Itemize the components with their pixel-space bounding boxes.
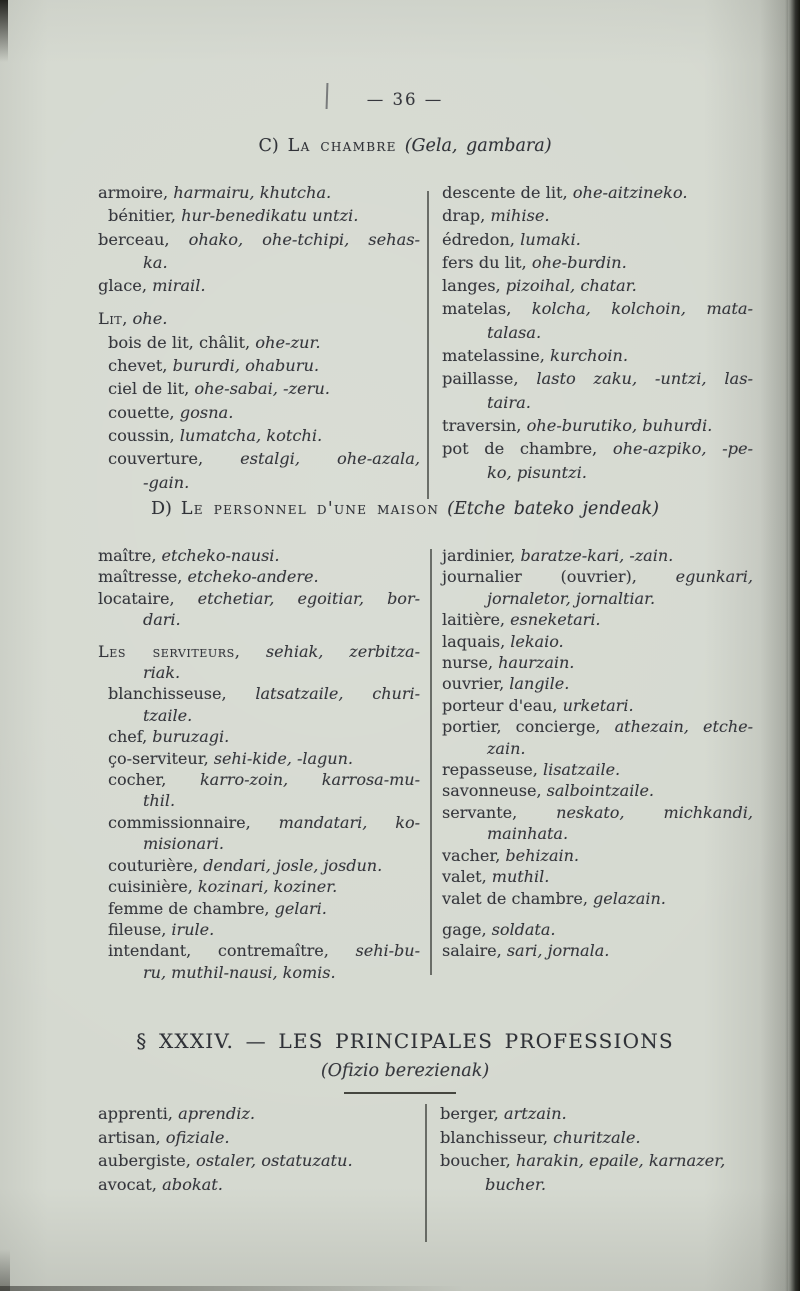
- section-d-basque-title: (Etche bateko jendeak): [447, 499, 659, 519]
- french-term: valet,: [442, 867, 492, 887]
- french-term: journalier (ouvrier),: [442, 567, 676, 587]
- entry-line: [440, 1149, 775, 1173]
- basque-term: neskato, michkandi,: [556, 802, 753, 822]
- basque-term: kolcha, kolchoin, mata-: [531, 299, 754, 319]
- entry-line: [442, 609, 753, 630]
- section-xxxiv-heading: § XXXIV. — LES PRINCIPALES PROFESSIONS: [136, 1029, 674, 1053]
- column-divider-d: [430, 549, 432, 975]
- french-term: ,: [122, 309, 133, 329]
- basque-term: karro-zoin, karrosa-mu-: [199, 770, 420, 790]
- entry-line: [98, 401, 420, 424]
- french-term: laitière,: [442, 610, 511, 630]
- section-d-heading: [85, 499, 725, 519]
- basque-term: etcheko-andere.: [187, 567, 319, 587]
- scan-shadow-right: [760, 0, 788, 1291]
- entry-line: [442, 344, 753, 367]
- basque-term: dari.: [143, 610, 181, 630]
- basque-term: churitzale.: [553, 1127, 641, 1147]
- entry-line: [442, 181, 753, 204]
- professions-left-column: [98, 1102, 418, 1196]
- basque-term: bururdi, ohaburu.: [172, 356, 320, 376]
- entry-line: [98, 898, 420, 919]
- basque-term: lekaio.: [510, 631, 564, 651]
- entry-line: [98, 545, 420, 566]
- section-c-title: La chambre: [287, 136, 397, 156]
- basque-term: baratze-kari, -zain.: [520, 546, 674, 565]
- entry-line: [442, 414, 753, 437]
- entry-line: [442, 888, 753, 909]
- entry-line: [98, 962, 420, 983]
- french-term: édredon,: [442, 229, 521, 249]
- french-term: portier, concierge,: [442, 717, 615, 737]
- basque-term: ostaler, ostatuzatu.: [195, 1151, 353, 1170]
- entry-line: [98, 662, 420, 683]
- french-term: laquais,: [442, 631, 511, 651]
- basque-term: dendari, josle, josdun.: [203, 855, 383, 875]
- french-term: apprenti,: [98, 1104, 179, 1123]
- entry-line: [442, 695, 753, 716]
- section-c-heading: [85, 136, 725, 156]
- entry-line: [98, 919, 420, 940]
- entry-line: [442, 866, 753, 887]
- entry-line: [442, 461, 753, 484]
- entry-line: [98, 181, 420, 204]
- basque-term: ohe-zur.: [255, 332, 321, 352]
- section-c-letter: C): [258, 136, 279, 156]
- entry-line: [442, 802, 753, 823]
- french-term: cocher,: [108, 770, 200, 790]
- entry-line: [98, 424, 420, 447]
- french-term: commissionnaire,: [108, 812, 279, 832]
- basque-term: haurzain.: [498, 653, 575, 673]
- french-term: ço-serviteur,: [108, 748, 214, 768]
- basque-term: taira.: [487, 392, 531, 412]
- entry-line: [98, 1173, 418, 1197]
- basque-term: sari, jornala.: [506, 941, 610, 961]
- basque-term: lasto zaku, -untzi, las-: [536, 369, 753, 389]
- french-term: Les serviteurs: [98, 641, 235, 661]
- entry-line: [440, 1102, 775, 1126]
- basque-term: estalgi, ohe-azala,: [240, 449, 420, 469]
- french-term: aubergiste,: [98, 1151, 196, 1170]
- french-term: intendant, contremaître,: [108, 941, 356, 961]
- basque-term: esneketari.: [510, 610, 601, 630]
- basque-term: aprendiz.: [178, 1104, 256, 1123]
- basque-term: soldata.: [491, 919, 556, 939]
- basque-term: langile.: [509, 674, 570, 694]
- entry-line: [440, 1126, 775, 1150]
- entry-line: [98, 769, 420, 790]
- french-term: jardinier,: [442, 546, 521, 565]
- basque-term: ohe-azpiko, -pe-: [612, 439, 753, 459]
- french-term: repasseuse,: [442, 760, 543, 780]
- french-term: paillasse,: [442, 369, 537, 389]
- basque-term: pizoihal, chatar.: [505, 276, 637, 296]
- entry-line: [98, 940, 420, 961]
- french-term: pot de chambre,: [442, 439, 613, 459]
- french-term: couette,: [108, 402, 180, 422]
- entry-line: [98, 641, 420, 662]
- basque-term: -gain.: [143, 472, 190, 492]
- entry-line: [98, 354, 420, 377]
- entry-line: [440, 1173, 775, 1197]
- section-d-right-column: [442, 545, 753, 962]
- french-term: boucher,: [440, 1151, 516, 1170]
- french-term: ,: [234, 641, 266, 661]
- entry-line: [98, 447, 420, 470]
- entry-line: [442, 759, 753, 780]
- entry-line: [98, 274, 420, 297]
- entry-line: [442, 738, 753, 759]
- section-c-right-column: [442, 181, 753, 484]
- entry-line: [98, 307, 420, 330]
- column-divider-c: [427, 191, 429, 499]
- entry-line: [98, 726, 420, 747]
- basque-term: muthil.: [491, 867, 550, 887]
- basque-term: etcheko-nausi.: [161, 546, 280, 565]
- french-term: femme de chambre,: [108, 898, 275, 918]
- basque-term: harmairu, khutcha.: [173, 183, 332, 202]
- entry-line: [442, 274, 753, 297]
- basque-term: mihise.: [490, 206, 550, 226]
- basque-term: talasa.: [487, 322, 542, 342]
- basque-term: irule.: [171, 919, 215, 939]
- basque-term: behizain.: [505, 845, 579, 865]
- basque-term: mirail.: [152, 276, 206, 296]
- basque-term: ru, muthil-nausi, komis.: [143, 962, 336, 982]
- basque-term: riak.: [143, 663, 181, 683]
- entry-line: [442, 940, 753, 961]
- french-term: traversin,: [442, 415, 527, 435]
- entry-line: [442, 780, 753, 801]
- french-term: Lit: [98, 309, 123, 329]
- french-term: ciel de lit,: [108, 379, 195, 399]
- entry-line: [442, 545, 753, 566]
- basque-term: urketari.: [562, 695, 634, 715]
- french-term: matelas,: [442, 299, 532, 319]
- basque-term: ofiziale.: [165, 1127, 230, 1147]
- entry-line: [98, 331, 420, 354]
- entry-line: [98, 790, 420, 811]
- basque-term: zain.: [487, 738, 526, 758]
- section-c-left-column: [98, 181, 420, 494]
- section-d-letter: D): [151, 499, 172, 519]
- entry-line: [98, 812, 420, 833]
- section-d-left-column: [98, 545, 420, 983]
- basque-term: ohako, ohe-tchipi, sehas-: [188, 229, 420, 249]
- french-term: artisan,: [98, 1127, 166, 1147]
- french-term: couturière,: [108, 855, 204, 875]
- basque-term: mainhata.: [487, 824, 569, 844]
- entry-line: [98, 833, 420, 854]
- scan-edge-bottom: [0, 1286, 464, 1291]
- entry-line: [442, 297, 753, 320]
- french-term: nurse,: [442, 653, 499, 673]
- entry-line: [98, 1126, 418, 1150]
- entry-line: [442, 919, 753, 940]
- basque-term: ohe-burdin.: [531, 252, 627, 272]
- french-term: maître,: [98, 546, 162, 565]
- french-term: descente de lit,: [442, 183, 573, 202]
- french-term: matelassine,: [442, 346, 551, 366]
- basque-term: sehiak, zerbitza-: [265, 641, 420, 661]
- entry-line: [98, 204, 420, 227]
- french-term: vacher,: [442, 845, 506, 865]
- basque-term: gosna.: [179, 402, 234, 422]
- professions-right-column: [440, 1102, 775, 1196]
- basque-term: ohe-burutiko, buhurdi.: [526, 415, 713, 435]
- basque-term: jornaletor, jornaltiar.: [487, 588, 656, 608]
- french-term: savonneuse,: [442, 781, 547, 801]
- basque-term: latsatzaile, churi-: [255, 684, 420, 704]
- section-rule: [344, 1092, 456, 1094]
- basque-term: sehi-kide, -lagun.: [213, 748, 353, 768]
- french-term: chef,: [108, 727, 153, 747]
- entry-line: [442, 251, 753, 274]
- section-d-title: Le personnel d'une maison: [180, 499, 440, 519]
- french-term: salaire,: [442, 941, 507, 961]
- french-term: valet de chambre,: [442, 888, 593, 908]
- french-term: couverture,: [108, 449, 241, 469]
- french-term: langes,: [442, 276, 506, 296]
- entry-line: [98, 876, 420, 897]
- entry-line: [98, 1102, 418, 1126]
- french-term: drap,: [442, 206, 491, 226]
- basque-term: harakin, epaile, karnazer,: [515, 1151, 726, 1170]
- basque-term: buruzagi.: [152, 727, 230, 747]
- basque-term: bucher.: [485, 1174, 546, 1194]
- french-term: servante,: [442, 802, 557, 822]
- french-term: armoire,: [98, 183, 174, 202]
- french-term: ouvrier,: [442, 674, 510, 694]
- basque-term: artzain.: [503, 1104, 567, 1123]
- french-term: fers du lit,: [442, 252, 532, 272]
- scan-edge-bottom-left: [0, 1249, 10, 1291]
- basque-term: mandatari, ko-: [278, 812, 420, 832]
- basque-term: ohe-sabai, -zeru.: [194, 379, 330, 399]
- entry-line: [98, 228, 420, 251]
- basque-term: ohe-aitzineko.: [572, 183, 688, 202]
- basque-term: lisatzaile.: [542, 760, 621, 780]
- entry-line: [442, 391, 753, 414]
- entry-line: [98, 705, 420, 726]
- french-term: berger,: [440, 1104, 504, 1123]
- entry-line: [442, 437, 753, 460]
- french-term: porteur d'eau,: [442, 695, 563, 715]
- french-term: bénitier,: [108, 206, 182, 226]
- basque-term: ohe.: [132, 309, 168, 329]
- basque-term: egunkari,: [675, 567, 753, 587]
- entry-line: [442, 673, 753, 694]
- french-term: locataire,: [98, 588, 198, 608]
- french-term: glace,: [98, 276, 153, 296]
- basque-term: gelari.: [274, 898, 327, 918]
- basque-term: abokat.: [162, 1174, 223, 1194]
- entry-line: [442, 204, 753, 227]
- basque-term: athezain, etche-: [614, 717, 754, 737]
- entry-line: [98, 748, 420, 769]
- entry-line: [98, 855, 420, 876]
- entry-line: [442, 716, 753, 737]
- basque-term: sehi-bu-: [355, 941, 420, 961]
- entry-line: [442, 823, 753, 844]
- section-xxxiv-basque-title: (Ofizio berezienak): [320, 1061, 490, 1081]
- section-c-basque-title: (Gela, gambara): [404, 136, 552, 156]
- basque-term: etchetiar, egoitiar, bor-: [197, 588, 420, 608]
- basque-term: ko, pisuntzi.: [487, 462, 587, 482]
- basque-term: kozinari, koziner.: [197, 877, 338, 897]
- entry-line: [442, 228, 753, 251]
- entry-line: [98, 566, 420, 587]
- entry-line: [98, 683, 420, 704]
- french-term: coussin,: [108, 425, 180, 445]
- column-divider-professions: [425, 1104, 427, 1242]
- entry-line: [442, 367, 753, 390]
- french-term: berceau,: [98, 229, 189, 249]
- french-term: blanchisseuse,: [108, 684, 256, 704]
- basque-term: ka.: [143, 252, 168, 272]
- french-term: blanchisseur,: [440, 1127, 554, 1147]
- basque-term: lumatcha, kotchi.: [179, 425, 323, 445]
- entry-line: [442, 566, 753, 587]
- french-term: fileuse,: [108, 919, 172, 939]
- basque-term: thil.: [143, 791, 176, 811]
- french-term: avocat,: [98, 1174, 163, 1194]
- entry-line: [442, 845, 753, 866]
- french-term: chevet,: [108, 356, 173, 376]
- entry-line: [442, 588, 753, 609]
- basque-term: gelazain.: [592, 888, 666, 908]
- basque-term: lumaki.: [520, 229, 581, 249]
- entry-line: [98, 251, 420, 274]
- entry-line: [98, 377, 420, 400]
- page-number: — 36 —: [366, 90, 444, 109]
- french-term: cuisinière,: [108, 877, 198, 897]
- basque-term: kurchoin.: [550, 346, 628, 366]
- basque-term: tzaile.: [143, 705, 193, 725]
- french-term: gage,: [442, 919, 492, 939]
- basque-term: misionari.: [143, 834, 224, 854]
- entry-line: [442, 652, 753, 673]
- basque-term: salbointzaile.: [546, 781, 655, 801]
- entry-line: [98, 588, 420, 609]
- entry-line: [98, 609, 420, 630]
- entry-line: [98, 471, 420, 494]
- french-term: maîtresse,: [98, 567, 188, 587]
- scan-edge-top-left: [0, 0, 8, 62]
- entry-line: [442, 631, 753, 652]
- entry-line: [442, 321, 753, 344]
- basque-term: hur-benedikatu untzi.: [181, 206, 359, 226]
- entry-line: [98, 1149, 418, 1173]
- french-term: bois de lit, châlit,: [108, 332, 256, 352]
- scan-edge-right: [785, 0, 800, 1291]
